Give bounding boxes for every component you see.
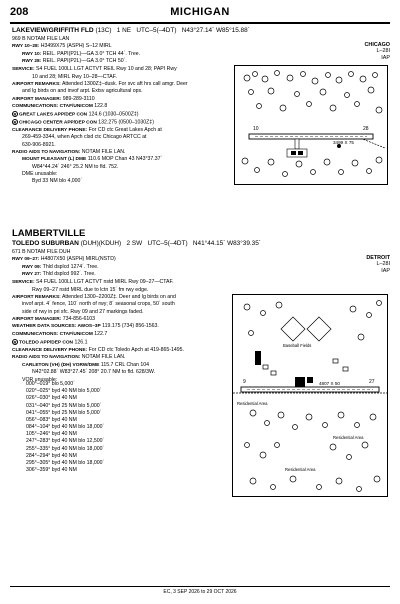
vor-unusable-item: 000°–019° blo 5,000´ [26,381,75,387]
detail-line [12,316,262,324]
detail-line [12,323,262,331]
runway-dimension-label: 3499 X 75 [333,140,354,145]
detail-line [12,96,248,104]
detail-text: Attended 1300Z‡–dusk. For svc aft hrs call amgr. Deer [61,80,188,87]
airport-id: (13C) [95,27,112,34]
detail-line [12,134,248,141]
area-label-residential-2: Residential Area [333,435,364,440]
detail-label: SERVICE: [12,67,35,72]
detail-text: 269-459-3344, when Apch clsd ctc Chicago ARTCC at [22,134,147,141]
detail-text: 124.6 (1030–0500Z‡) [88,111,139,118]
detail-line [12,249,262,256]
detail-line [12,156,248,164]
vor-unusable-item: 026°–030° byd 40 NM [26,395,77,402]
airport-diagram-svg [233,295,387,496]
page-state: MICHIGAN [170,6,230,18]
area-label-residential-3: Residential Area [285,467,316,472]
detail-text: Byd 33 NM blo 4,000´ [32,178,83,185]
airport-distance: 1 NE [116,27,131,34]
detail-text: DME unusable: [22,171,58,178]
chart-ref-iap: IAP [381,54,390,61]
vor-unusable-item: 020°–025° byd 40 NM blo 5,000´ [26,388,102,395]
detail-line [12,264,262,272]
detail-line [12,142,248,149]
detail-label: RWY 09: [22,264,42,270]
chart-ref-low: L–28I [376,261,390,268]
airport-utc: UTC–5(–4DT) [147,240,188,247]
detail-text: H3499X75 (ASPH) S–12 MIRL [40,43,112,50]
page-number: 208 [10,6,29,18]
detail-text: W84°44.24´ 246° 25.2 NM to fld. 752. [32,163,119,170]
detail-line [12,103,248,111]
airport-id: (DUH)(KDUH) [80,240,122,247]
detail-label: AIRPORT REMARKS: [12,81,61,87]
vor-unusable-item: 247°–283° byd 40 NM blo 12,500´ [26,438,105,445]
detail-label: CHICAGO CENTER APP/DEP CON [19,120,97,126]
airport-name: TOLEDO SUBURBAN [12,240,79,247]
detail-line [12,149,248,157]
detail-line [12,339,262,347]
detail-text: side of rwy in pri sfc. Rwy 09 and 27 markings faded. [22,308,144,315]
detail-text: 122.8 [94,103,108,110]
detail-text: 126.1 [74,338,88,345]
detail-line [12,347,262,355]
detail-text: For CD ctc Toledo Apch at 419-865-1495. [88,346,184,353]
detail-line [12,119,248,127]
detail-line [12,58,248,66]
airport-details [12,36,248,185]
detail-line [12,66,248,74]
detail-text: Rwy 09–27 nstd MIRL due to lctn 15´ fm rwy edge. [32,286,149,293]
detail-line [12,171,248,178]
detail-line [12,294,262,302]
detail-line [12,309,262,316]
detail-label: TOLEDO APP/DEP CON [19,339,74,345]
detail-label: GREAT LAKES APP/DEP CON [19,112,88,118]
detail-line [12,88,248,95]
detail-text: Thld dsplcd 1274´. Tree. [42,263,99,270]
area-label-baseball: Baseball Fields [283,343,312,348]
detail-label: RWY 27: [22,272,42,278]
vor-unusable-item: 255°–335° byd 40 NM blo 18,000´ [26,445,105,452]
detail-line [12,74,248,81]
detail-text: 989-289-3110 [62,95,95,102]
runway-end-label-end: 27 [369,379,375,385]
effective-dates: EC, 3 SEP 2026 to 29 OCT 2026 [163,589,237,595]
runway-end-label-start: 10 [253,126,259,132]
detail-text: NOTAM FILE LAN. [81,148,126,155]
chart-ref-low: L–28I [376,48,390,55]
detail-label: RWY 28: [22,59,42,65]
detail-text: invof arpt. 4´ fence, 110´ north of rwy; 8´ seasonal crops, 50´ south [22,301,175,308]
detail-label: RADIO AIDS TO NAVIGATION: [12,149,81,155]
detail-label: COMMUNICATIONS: CTAF/UNICOM [12,331,93,337]
detail-label: RADIO AIDS TO NAVIGATION: [12,355,81,361]
vor-unusable-item: 041°–055° byd 25 NM blo 5,000´ [26,409,102,416]
airport-entry-toledo-suburban [12,240,390,585]
radar-symbol-icon: R [13,339,17,345]
detail-line [12,301,262,308]
vor-unusable-list [12,381,172,474]
runway-end-label-end: 28 [363,126,369,132]
detail-line [12,354,262,362]
detail-label: CLEARANCE DELIVERY PHONE: [12,347,88,353]
detail-label: AIRPORT MANAGER: [12,96,62,102]
detail-label: SERVICE: [12,280,35,285]
detail-label: COMMUNICATIONS: CTAF/UNICOM [12,104,93,110]
vor-unusable-item: 105°–246° byd 40 NM [26,431,77,438]
detail-text: S4 FUEL 100LL LGT ACTVT REIL Rwy 10 and 28; PAPI Rwy [36,66,177,72]
detail-line [12,164,248,171]
vor-unusable-item: 031°–040° byd 25 NM blo 5,000´ [26,402,102,409]
chart-refs [365,42,390,61]
radar-symbol-icon: R [13,119,17,125]
vor-unusable-item: 306°–359° byd 40 NM [26,467,77,474]
airport-details [12,249,262,384]
detail-text: 119.175 (734) 856-1563. [102,323,159,330]
chart-refs [366,255,390,274]
airport-diagram-svg [235,66,387,184]
detail-label: MOUNT PLEASANT (L) DME [22,157,87,163]
page-header [6,6,394,22]
detail-text: 122.7 [94,330,108,337]
footer-rule [10,586,390,587]
detail-line [12,362,262,370]
detail-text: Thld dsplcd 992´. Tree. [42,271,96,278]
detail-text: S4 FUEL 100LL LGT ACTVT nstd MIRL Rwy 09–27—CTAF. [36,279,174,285]
airport-distance: 2 SW [126,240,143,247]
radar-symbol-icon: R [13,111,17,117]
airport-coords: N41°44.15´ W83°39.35´ [192,240,261,247]
detail-line [12,256,262,264]
detail-line [12,331,262,339]
airport-coords: N43°27.14´ W85°15.88´ [181,27,250,34]
airport-title [12,27,250,34]
area-label-residential-1: Residential Area [237,401,268,406]
detail-line [12,369,262,376]
detail-text: REIL. PAPI(P2L)—GA 3.0° TCH 44´. Tree. [42,50,141,57]
detail-label: AIRPORT MANAGER: [12,316,62,322]
airport-entry-lakeview [12,27,390,249]
detail-text: 734-856-6103 [62,315,96,322]
detail-line [12,279,262,287]
detail-text: Attended 1300–2200Z‡. Deer and lg birds on and [61,293,176,300]
region-label: DETROIT [366,255,390,261]
detail-label: CARLETON (VH) (DH) VORW/DME [22,362,100,368]
vor-unusable-item: 084°–104° byd 40 NM blo 18,000´ [26,424,105,431]
runway-end-label-start: 9 [243,379,246,385]
detail-line [12,127,248,135]
detail-line [12,111,248,119]
detail-text: 969 B NOTAM FILE LAN [12,36,70,42]
city-name: LAMBERTVILLE [12,228,86,239]
vor-unusable-item: 284°–294° byd 40 NM [26,452,77,459]
detail-label: RWY 10–28: [12,44,40,50]
vor-unusable-item: 056°–083° byd 40 NM [26,416,77,423]
detail-text: and lg birds on and invof arpt. Extsv agricultural ops. [22,88,143,95]
chart-ref-iap: IAP [381,267,390,274]
detail-label: AIRPORT REMARKS: [12,294,61,300]
airport-diagram [234,65,388,185]
detail-line [12,43,248,51]
detail-text: 671 B NOTAM FILE DUH [12,249,71,255]
runway-dimension-label: 4807 X 50 [319,381,340,386]
detail-line [12,51,248,59]
detail-text: REIL. PAPI(P2L)—GA 3.0° TCH 50´. [42,58,127,65]
detail-line [12,81,248,89]
detail-text: 630-906-8921. [22,141,56,148]
detail-label: RWY 10: [22,51,42,57]
vor-unusable-item: 295°–305° byd 40 NM blo 18,000´ [26,459,105,466]
detail-line [12,271,262,279]
detail-label: WEATHER DATA SOURCES: AWOS–3P [12,324,101,330]
detail-text: 115.7 CRL Chan 104 [100,361,149,368]
header-rule [10,22,390,24]
detail-text: For CD ctc Great Lakes Apch at [88,126,162,133]
detail-text: 110.6 MOP Chan 43 N43°37.37´ [87,156,163,163]
airport-diagram [232,294,388,497]
airport-title [12,240,261,247]
detail-line [12,36,248,43]
detail-text: N42°02.88´ W83°27.45´ 208° 20.7 NM to fld. 628/3W. [32,369,156,376]
detail-text: 10 and 28; MIRL Rwy 10–28—CTAF. [32,73,117,80]
detail-label: RWY 09–27: [12,257,40,263]
detail-line [12,287,262,294]
region-label: CHICAGO [364,42,390,48]
detail-label: CLEARANCE DELIVERY PHONE: [12,127,88,133]
detail-text: H4807X50 (ASPH) MIRL(NSTD) [40,256,116,263]
detail-text: VOR unusable: [22,376,58,383]
detail-text: 132.275 (0500–1030Z‡) [98,119,154,126]
airport-utc: UTC–5(–4DT) [136,27,177,34]
detail-text: NOTAM FILE LAN. [81,354,126,361]
detail-line [12,178,248,185]
airport-name: LAKEVIEW/GRIFFITH FLD [12,27,94,34]
